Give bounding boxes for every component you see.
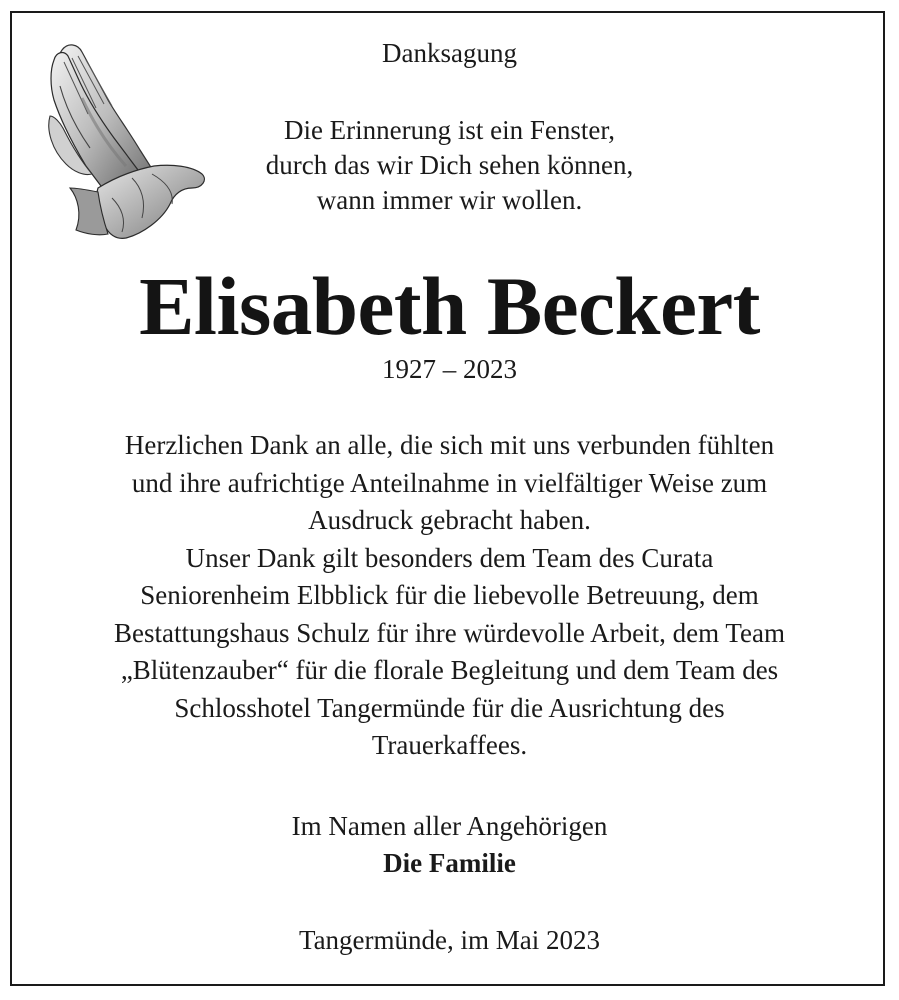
closing-line: Im Namen aller Angehörigen bbox=[291, 811, 608, 841]
body-line: „Blütenzauber“ für die florale Begleitung und dem Team des bbox=[120, 655, 779, 685]
place-and-date: Tangermünde, im Mai 2023 bbox=[298, 925, 601, 955]
thank-you-text bbox=[0, 427, 899, 765]
body-line: Herzlichen Dank an alle, die sich mit uns verbunden fühlten bbox=[124, 430, 775, 460]
body-line: Ausdruck gebracht haben. bbox=[308, 505, 591, 535]
notice-heading: Danksagung bbox=[382, 38, 517, 68]
life-dates: 1927 – 2023 bbox=[382, 354, 517, 384]
body-line: Bestattungshaus Schulz für ihre würdevolle Arbeit, dem Team bbox=[114, 617, 785, 648]
quote-line: durch das wir Dich sehen können, bbox=[265, 150, 634, 180]
body-line: Schlosshotel Tangermünde für die Ausrichtung des bbox=[174, 692, 725, 723]
body-line: Unser Dank gilt besonders dem Team des Curata bbox=[185, 542, 714, 573]
signature: Die Familie bbox=[383, 848, 516, 878]
quote-line: wann immer wir wollen. bbox=[316, 185, 583, 215]
body-line: und ihre aufrichtige Anteilnahme in vielfältiger Weise zum bbox=[131, 467, 768, 498]
body-line: Trauerkaffees. bbox=[371, 730, 528, 760]
quote-line: Die Erinnerung ist ein Fenster, bbox=[283, 115, 616, 145]
deceased-name: Elisabeth Beckert bbox=[139, 260, 760, 352]
memorial-quote bbox=[0, 113, 899, 218]
body-line: Seniorenheim Elbblick für die liebevolle Betreuung, dem bbox=[140, 580, 759, 610]
